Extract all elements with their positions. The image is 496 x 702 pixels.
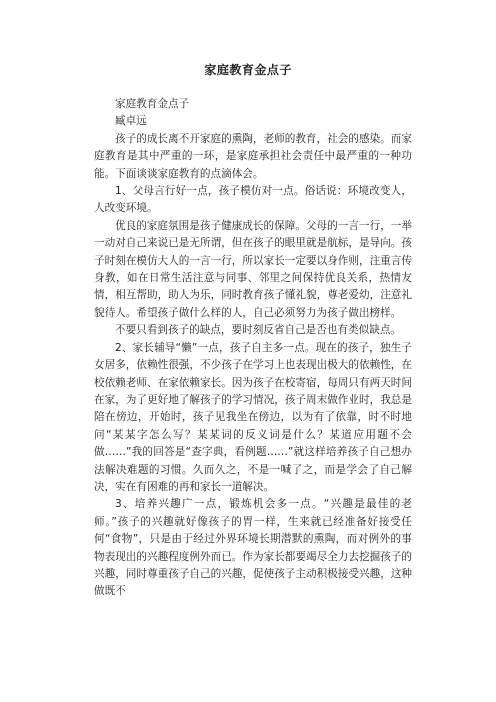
body-paragraph: 优良的家庭氛围是孩子健康成长的保障。父母的一言一行，一举一动对自己来说已是无所谓，但在孩子的眼里就是航标，是导向。孩子时刻在模仿大人的一言一行，所以家长一定要以身作则，注重言传身教，如在日常生活注意与同事、邻里之间保持优良关系，热情友情，相互帮助，助人为乐，同时教育孩子懂礼貌，尊老爱幼，注意礼貌待人。希望孩子做什么样的人，自己必须努力为孩子做出榜样。 — [94, 219, 412, 319]
author-paragraph: 臧卓远 — [115, 115, 147, 128]
document-title: 家庭教育金点子 — [204, 63, 292, 77]
body-paragraph: 1、父母言行好一点，孩子模仿对一点。俗话说：环境改变人，人改变环境。 — [94, 185, 412, 215]
body-paragraph: 2、家长辅导“懒”一点，孩子自主多一点。现在的孩子，独生子女居多，依赖性很强，不少孩子在学习上也表现出极大的依赖性，在校依赖老师、在家依赖家长。因为孩子在校寄宿，每周只有两天时间在家，为了更好地了解孩子的学习情况，孩子周末做作业时，我总是陪在傍边，开始时，孩子见我坐在傍边，以为有了依靠，时不时地问“某某字怎么写？某某词的反义词是什么？某道应用题不会做……”我的回答是“查字典，看例题……”就这样培养孩子自己想办法解决难题的习惯。久而久之，不是一喊了之，而是学会了自己解决，实在有困难的再和家长一道解决。 — [94, 341, 412, 493]
body-paragraph: 孩子的成长离不开家庭的熏陶，老师的教育，社会的感染。而家庭教育是其中严重的一环，是家庭承担社会责任中最严重的一种功能。下面谈谈家庭教育的点滴体会。 — [94, 132, 412, 180]
body-paragraph: 不要只看到孩子的缺点，要时刻反省自己是否也有类似缺点。 — [115, 324, 402, 337]
document-body — [94, 96, 412, 601]
body-paragraph: 3、培养兴趣广一点，锻炼机会多一点。“兴趣是最佳的老师。”孩子的兴趣就好像孩子的胃一样，生来就已经准备好接受任何“食物”，只是由于经过外界环境长期潜默的熏陶，而对例外的事物表现出的兴趣程度例外而已。作为家长都要竭尽全力去挖掘孩子的兴趣，同时尊重孩子自己的兴趣，促使孩子主动积极接受兴趣，这种做既不 — [94, 498, 412, 598]
subtitle-paragraph: 家庭教育金点子 — [115, 98, 190, 110]
